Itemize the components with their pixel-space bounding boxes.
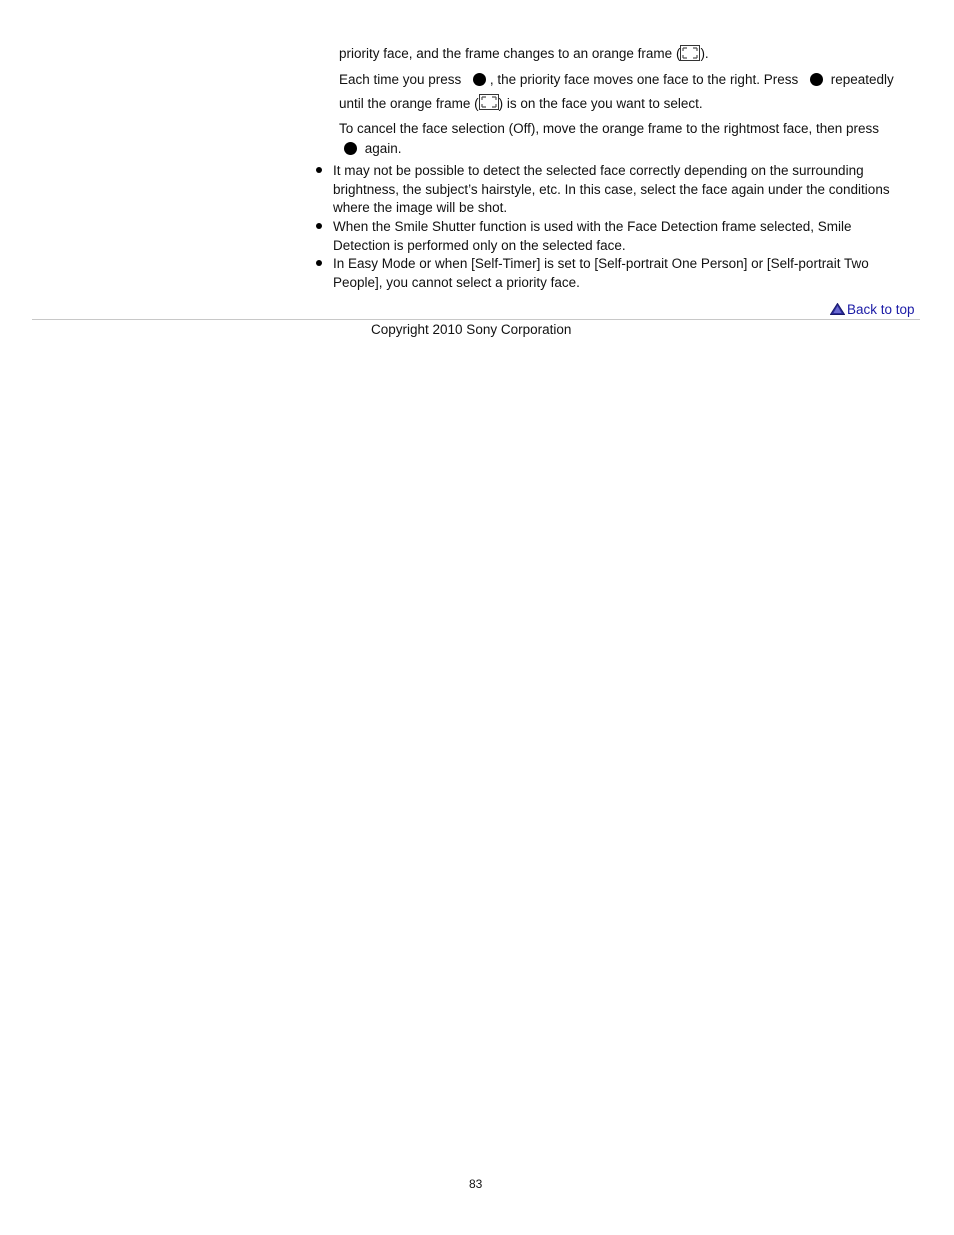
center-button-icon: [810, 73, 823, 86]
intro-line-2-a: Each time you press: [339, 72, 466, 87]
intro-line-5-text: again.: [361, 141, 402, 156]
intro-line-2-c: repeatedly: [826, 72, 894, 87]
copyright-text: Copyright 2010 Sony Corporation: [371, 322, 572, 337]
center-button-icon: [473, 73, 486, 86]
page-number: 83: [469, 1177, 483, 1191]
intro-line-1: [339, 44, 709, 63]
orange-frame-icon: [479, 94, 499, 110]
intro-line-2: [339, 70, 894, 89]
note-line: In Easy Mode or when [Self-Timer] is set to [Self-portrait One Person] or [Self-portrait Two: [333, 256, 869, 271]
back-to-top-label: Back to top: [847, 302, 915, 317]
note-line: Detection is performed only on the selected face.: [333, 238, 626, 253]
bullet-icon: [316, 167, 322, 173]
intro-line-2-b: , the priority face moves one face to the right. Press: [486, 72, 802, 87]
intro-line-1-text: priority face, and the frame changes to an orange frame (: [339, 46, 681, 61]
note-line: brightness, the subject’s hairstyle, etc. In this case, select the face again under the conditions: [333, 182, 890, 197]
intro-line-3-a: until the orange frame (: [339, 96, 479, 111]
intro-line-4: To cancel the face selection (Off), move the orange frame to the rightmost face, then press: [339, 121, 880, 136]
intro-line-1-end: ).: [700, 46, 709, 61]
note-line: When the Smile Shutter function is used with the Face Detection frame selected, Smile: [333, 219, 852, 234]
intro-line-5: [344, 139, 402, 158]
center-button-icon: [344, 142, 357, 155]
bullet-icon: [316, 260, 322, 266]
orange-frame-icon: [680, 45, 700, 61]
back-to-top-link[interactable]: [830, 300, 915, 319]
note-line: It may not be possible to detect the selected face correctly depending on the surrounding: [333, 163, 864, 178]
note-line: People], you cannot select a priority face.: [333, 275, 580, 290]
bullet-icon: [316, 223, 322, 229]
intro-line-3: [339, 94, 703, 113]
up-triangle-icon: [830, 301, 845, 313]
intro-line-3-b: ) is on the face you want to select.: [498, 96, 703, 111]
note-line: where the image will be shot.: [333, 200, 508, 215]
